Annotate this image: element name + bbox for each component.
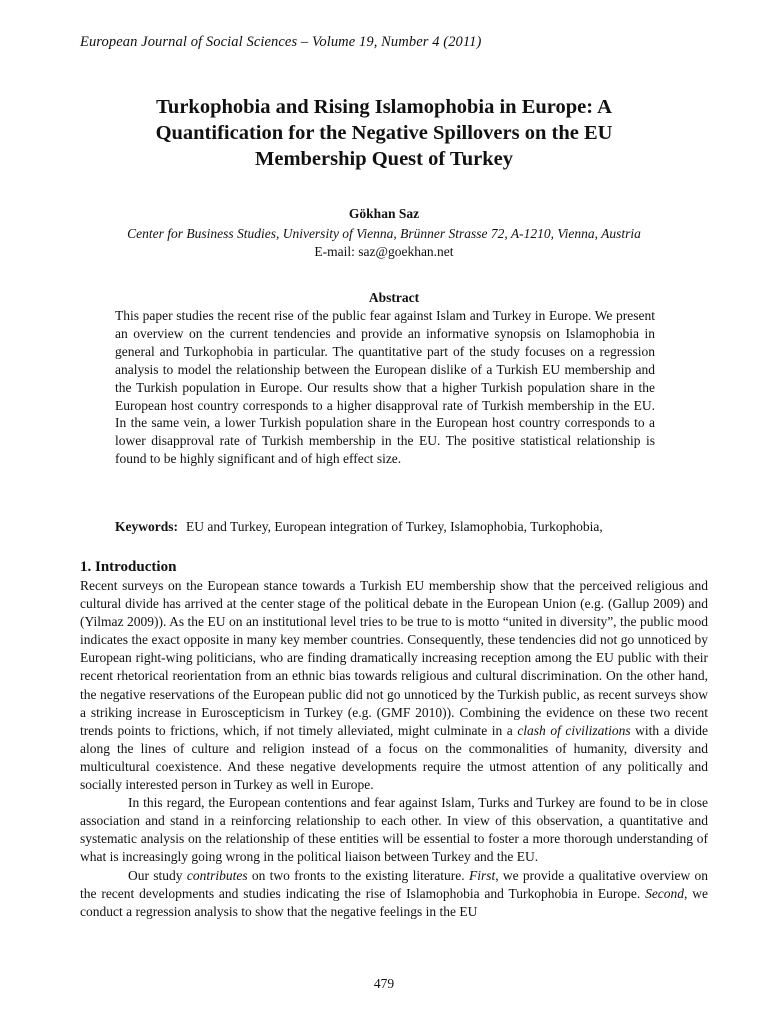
paragraph-text: , we provide a qualitative overview on the recent developments and studies indicating the rise of Islamophobia and Turkophobia in Europe. xyxy=(80,867,708,901)
italic-phrase: First xyxy=(468,867,496,883)
journal-running-head: European Journal of Social Sciences – Volume 19, Number 4 (2011) xyxy=(80,34,482,50)
author-email: E-mail: saz@goekhan.net xyxy=(314,244,454,259)
paragraph-text: on two fronts to the existing literature. xyxy=(247,867,469,883)
paragraph xyxy=(80,577,708,794)
paragraph xyxy=(80,867,708,921)
italic-phrase: clash of civilizations xyxy=(517,722,631,738)
abstract-heading: Abstract xyxy=(368,290,420,305)
paragraph-text: Recent surveys on the European stance towards a Turkish EU membership show that the perceived religious and cultural divide has arrived at the center stage of the political debate in the European Union (e.g. (Gallup 2009) and (Yilmaz 2009)). As the EU on an institutional level tries to be true to is motto “united in diversity”, the public mood indicates the exact opposite in many key member countries. Consequently, these tendencies did not go unnoticed by European right-wing politicians, who are finding dramatically increasing reception among the EU public with their recent rhetorical reorientation from an ethnic bias towards religious and cultural discrimination. On the other hand, the negative reservations of the European public did not go unnoticed by the Turkish public, as recent surveys show a striking increase in Euroscepticism in Turkey (e.g. (GMF 2010)). Combining the evidence on these two recent trends points to frictions, which, if not timely alleviated, might culminate in a xyxy=(80,578,708,738)
author-affiliation: Center for Business Studies, University of Vienna, Brünner Strasse 72, A-1210, Vienna, Austria xyxy=(127,226,641,241)
paragraph-text: Our study xyxy=(128,867,187,883)
italic-phrase: Second xyxy=(645,885,685,901)
section-heading-introduction: 1. Introduction xyxy=(80,559,177,575)
abstract-text: This paper studies the recent rise of the public fear against Islam and Turkey in Europe. We present an overview on the current tendencies and provide an informative synopsis on Islamophobia in general and Turkophobia in particular. The quantitative part of the study focuses on a regression analysis to model the relationship between the European dislike of a Turkish EU membership and the Turkish population in Europe. Our results show that a higher Turkish population share in the European host country corresponds to a higher disapproval rate of Turkish membership in the EU. In the same vein, a lower Turkish population share in the European host country corresponds to a lower disapproval rate of Turkish membership in the EU. The positive statistical relationship is found to be highly significant and of high effect size. xyxy=(115,308,655,467)
keywords-label: Keywords: xyxy=(115,519,178,534)
author-name: Gökhan Saz xyxy=(348,206,420,221)
article-title: Turkophobia and Rising Islamophobia in Europe: A Quantification for the Negative Spillovers on the EU Membership Quest of Turkey xyxy=(155,96,613,170)
page-number: 479 xyxy=(373,976,395,991)
italic-phrase: contributes xyxy=(186,867,248,883)
keywords-text: EU and Turkey, European integration of Turkey, Islamophobia, Turkophobia, xyxy=(186,519,603,534)
keywords-line xyxy=(115,519,695,535)
introduction-body xyxy=(80,577,708,921)
paragraph: In this regard, the European contentions and fear against Islam, Turks and Turkey are found to be in close association and stand in a reinforcing relationship to each other. In view of this observation, a quantitative and systematic analysis on the relationship of these entities will be essential to foster a more thorough understanding of what is increasingly going wrong in the political liaison between Turkey and the EU. xyxy=(80,795,708,865)
paragraph-text: , we conduct a regression analysis to show that the negative feelings in the EU xyxy=(80,885,708,919)
paragraph-text: with a divide along the lines of culture and religion instead of a focus on the commonalities of humanity, diversity and multicultural coexistence. And these negative developments require the utmost attention of any politically and socially interested person in Turkey as well in Europe. xyxy=(80,722,708,793)
